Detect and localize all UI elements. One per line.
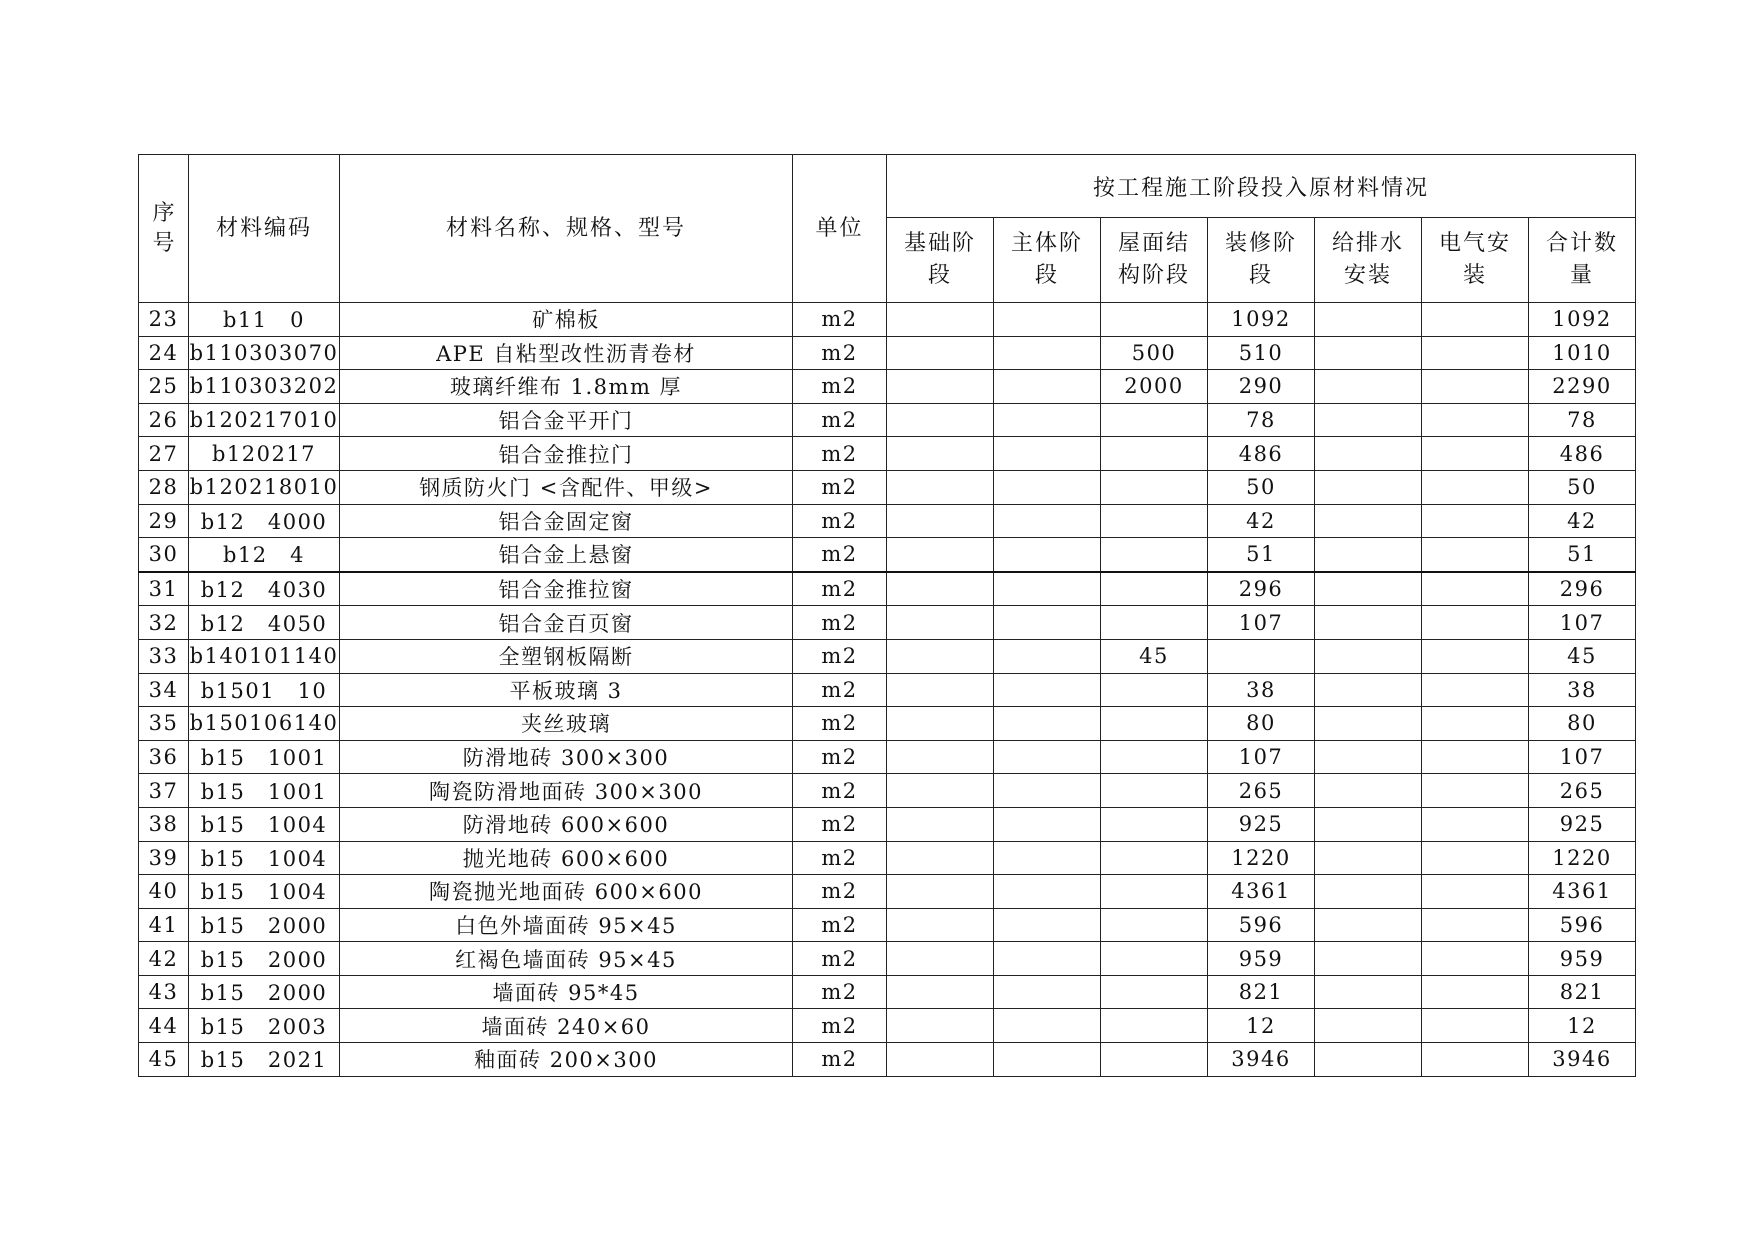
cell-roof: [1101, 841, 1208, 875]
cell-plumbing: [1315, 437, 1422, 471]
cell-main: [994, 470, 1101, 504]
table-row: [139, 1009, 1636, 1043]
cell-total: 80: [1529, 707, 1636, 741]
cell-plumbing: [1315, 403, 1422, 437]
cell-unit: m2: [793, 572, 887, 606]
cell-total: 1220: [1529, 841, 1636, 875]
cell-code: b150106140: [189, 707, 340, 741]
cell-main: [994, 572, 1101, 606]
cell-seq: 39: [139, 841, 189, 875]
cell-roof: [1101, 504, 1208, 538]
cell-plumbing: [1315, 1043, 1422, 1077]
cell-name: 陶瓷防滑地面砖 300×300: [340, 774, 793, 808]
cell-decoration: 12: [1208, 1009, 1315, 1043]
cell-name: 铝合金推拉门: [340, 437, 793, 471]
cell-roof: [1101, 774, 1208, 808]
cell-plumbing: [1315, 606, 1422, 640]
cell-name: 铝合金百页窗: [340, 606, 793, 640]
table-row: [139, 303, 1636, 337]
table-row: [139, 538, 1636, 572]
cell-seq: 24: [139, 336, 189, 370]
cell-main: [994, 606, 1101, 640]
cell-roof: [1101, 807, 1208, 841]
cell-electrical: [1422, 437, 1529, 471]
cell-plumbing: [1315, 673, 1422, 707]
cell-code: b11 0: [189, 303, 340, 337]
cell-foundation: [887, 470, 994, 504]
table-row: [139, 740, 1636, 774]
cell-roof: [1101, 538, 1208, 572]
cell-code: b15 2003: [189, 1009, 340, 1043]
cell-plumbing: [1315, 303, 1422, 337]
cell-unit: m2: [793, 437, 887, 471]
cell-code: b15 1004: [189, 841, 340, 875]
cell-roof: [1101, 707, 1208, 741]
cell-main: [994, 707, 1101, 741]
materials-table: [138, 154, 1636, 1077]
cell-main: [994, 774, 1101, 808]
cell-foundation: [887, 303, 994, 337]
cell-code: b15 2000: [189, 942, 340, 976]
cell-plumbing: [1315, 774, 1422, 808]
cell-total: 596: [1529, 908, 1636, 942]
cell-seq: 45: [139, 1043, 189, 1077]
cell-foundation: [887, 437, 994, 471]
cell-foundation: [887, 875, 994, 909]
cell-name: 墙面砖 95*45: [340, 975, 793, 1009]
cell-foundation: [887, 975, 994, 1009]
cell-main: [994, 841, 1101, 875]
cell-code: b15 2000: [189, 908, 340, 942]
header-seq: 序号: [139, 155, 189, 303]
cell-foundation: [887, 942, 994, 976]
cell-total: 107: [1529, 606, 1636, 640]
cell-seq: 36: [139, 740, 189, 774]
cell-foundation: [887, 774, 994, 808]
cell-total: 3946: [1529, 1043, 1636, 1077]
cell-seq: 25: [139, 370, 189, 404]
cell-unit: m2: [793, 639, 887, 673]
cell-decoration: 486: [1208, 437, 1315, 471]
cell-electrical: [1422, 470, 1529, 504]
table-row: [139, 1043, 1636, 1077]
cell-total: 78: [1529, 403, 1636, 437]
cell-unit: m2: [793, 707, 887, 741]
cell-seq: 42: [139, 942, 189, 976]
cell-foundation: [887, 707, 994, 741]
cell-roof: [1101, 470, 1208, 504]
cell-name: 抛光地砖 600×600: [340, 841, 793, 875]
cell-decoration: 596: [1208, 908, 1315, 942]
cell-main: [994, 975, 1101, 1009]
cell-seq: 33: [139, 639, 189, 673]
cell-code: b15 1001: [189, 774, 340, 808]
cell-seq: 31: [139, 572, 189, 606]
cell-name: 白色外墙面砖 95×45: [340, 908, 793, 942]
cell-plumbing: [1315, 740, 1422, 774]
header-stage-electrical: 电气安装: [1422, 218, 1529, 303]
table-row: [139, 774, 1636, 808]
cell-seq: 27: [139, 437, 189, 471]
cell-main: [994, 370, 1101, 404]
cell-unit: m2: [793, 774, 887, 808]
cell-electrical: [1422, 572, 1529, 606]
cell-total: 2290: [1529, 370, 1636, 404]
cell-roof: [1101, 606, 1208, 640]
cell-plumbing: [1315, 370, 1422, 404]
cell-unit: m2: [793, 336, 887, 370]
cell-main: [994, 437, 1101, 471]
cell-decoration: 510: [1208, 336, 1315, 370]
cell-main: [994, 538, 1101, 572]
cell-roof: [1101, 975, 1208, 1009]
cell-code: b120217010: [189, 403, 340, 437]
cell-decoration: 38: [1208, 673, 1315, 707]
cell-unit: m2: [793, 504, 887, 538]
cell-seq: 29: [139, 504, 189, 538]
cell-total: 51: [1529, 538, 1636, 572]
cell-unit: m2: [793, 975, 887, 1009]
cell-foundation: [887, 606, 994, 640]
table-row: [139, 336, 1636, 370]
cell-total: 107: [1529, 740, 1636, 774]
cell-total: 296: [1529, 572, 1636, 606]
table-row: [139, 470, 1636, 504]
cell-electrical: [1422, 807, 1529, 841]
cell-foundation: [887, 841, 994, 875]
cell-decoration: 290: [1208, 370, 1315, 404]
cell-seq: 32: [139, 606, 189, 640]
cell-seq: 44: [139, 1009, 189, 1043]
cell-main: [994, 740, 1101, 774]
cell-total: 12: [1529, 1009, 1636, 1043]
cell-code: b15 1004: [189, 807, 340, 841]
cell-unit: m2: [793, 606, 887, 640]
cell-seq: 41: [139, 908, 189, 942]
cell-seq: 34: [139, 673, 189, 707]
cell-main: [994, 336, 1101, 370]
cell-name: 墙面砖 240×60: [340, 1009, 793, 1043]
cell-electrical: [1422, 908, 1529, 942]
cell-unit: m2: [793, 1009, 887, 1043]
header-total: 合计数量: [1529, 218, 1636, 303]
table-row: [139, 639, 1636, 673]
cell-code: b110303070: [189, 336, 340, 370]
cell-foundation: [887, 740, 994, 774]
cell-decoration: 80: [1208, 707, 1315, 741]
cell-roof: [1101, 403, 1208, 437]
cell-seq: 35: [139, 707, 189, 741]
cell-name: 钢质防火门 <含配件、甲级>: [340, 470, 793, 504]
cell-roof: [1101, 942, 1208, 976]
table-row: [139, 572, 1636, 606]
cell-decoration: [1208, 639, 1315, 673]
cell-unit: m2: [793, 942, 887, 976]
cell-total: 265: [1529, 774, 1636, 808]
cell-main: [994, 504, 1101, 538]
cell-name: 全塑钢板隔断: [340, 639, 793, 673]
cell-unit: m2: [793, 470, 887, 504]
cell-electrical: [1422, 639, 1529, 673]
header-stage-roof: 屋面结构阶段: [1101, 218, 1208, 303]
header-stage-main: 主体阶段: [994, 218, 1101, 303]
cell-roof: [1101, 908, 1208, 942]
header-stage-group: 按工程施工阶段投入原材料情况: [887, 155, 1636, 218]
cell-foundation: [887, 403, 994, 437]
cell-foundation: [887, 370, 994, 404]
cell-decoration: 925: [1208, 807, 1315, 841]
cell-plumbing: [1315, 538, 1422, 572]
cell-code: b15 2000: [189, 975, 340, 1009]
table-row: [139, 707, 1636, 741]
cell-plumbing: [1315, 1009, 1422, 1043]
cell-electrical: [1422, 942, 1529, 976]
cell-foundation: [887, 1009, 994, 1043]
table-row: [139, 504, 1636, 538]
cell-electrical: [1422, 1009, 1529, 1043]
cell-total: 50: [1529, 470, 1636, 504]
cell-unit: m2: [793, 908, 887, 942]
cell-electrical: [1422, 1043, 1529, 1077]
cell-electrical: [1422, 504, 1529, 538]
cell-decoration: 296: [1208, 572, 1315, 606]
table-row: [139, 437, 1636, 471]
cell-code: b120218010: [189, 470, 340, 504]
cell-roof: [1101, 572, 1208, 606]
cell-code: b15 1004: [189, 875, 340, 909]
cell-name: 铝合金上悬窗: [340, 538, 793, 572]
cell-unit: m2: [793, 875, 887, 909]
cell-total: 1010: [1529, 336, 1636, 370]
cell-plumbing: [1315, 908, 1422, 942]
cell-seq: 28: [139, 470, 189, 504]
cell-decoration: 50: [1208, 470, 1315, 504]
cell-name: 矿棉板: [340, 303, 793, 337]
cell-foundation: [887, 908, 994, 942]
cell-code: b120217: [189, 437, 340, 471]
cell-plumbing: [1315, 707, 1422, 741]
cell-roof: [1101, 875, 1208, 909]
cell-seq: 40: [139, 875, 189, 909]
cell-electrical: [1422, 403, 1529, 437]
cell-roof: [1101, 740, 1208, 774]
cell-roof: [1101, 1009, 1208, 1043]
cell-total: 38: [1529, 673, 1636, 707]
cell-plumbing: [1315, 942, 1422, 976]
table-row: [139, 908, 1636, 942]
cell-name: APE 自粘型改性沥青卷材: [340, 336, 793, 370]
cell-electrical: [1422, 875, 1529, 909]
table-row: [139, 673, 1636, 707]
cell-electrical: [1422, 774, 1529, 808]
cell-unit: m2: [793, 303, 887, 337]
cell-plumbing: [1315, 639, 1422, 673]
cell-roof: 500: [1101, 336, 1208, 370]
cell-main: [994, 807, 1101, 841]
cell-code: b15 1001: [189, 740, 340, 774]
cell-electrical: [1422, 707, 1529, 741]
cell-main: [994, 303, 1101, 337]
cell-name: 玻璃纤维布 1.8mm 厚: [340, 370, 793, 404]
cell-unit: m2: [793, 807, 887, 841]
cell-code: b110303202: [189, 370, 340, 404]
cell-total: 486: [1529, 437, 1636, 471]
cell-code: b12 4050: [189, 606, 340, 640]
cell-plumbing: [1315, 975, 1422, 1009]
cell-total: 42: [1529, 504, 1636, 538]
cell-name: 铝合金推拉窗: [340, 572, 793, 606]
table-row: [139, 370, 1636, 404]
cell-plumbing: [1315, 336, 1422, 370]
cell-foundation: [887, 639, 994, 673]
cell-plumbing: [1315, 875, 1422, 909]
cell-electrical: [1422, 303, 1529, 337]
cell-code: b12 4: [189, 538, 340, 572]
cell-seq: 37: [139, 774, 189, 808]
cell-decoration: 107: [1208, 740, 1315, 774]
cell-code: b12 4030: [189, 572, 340, 606]
cell-main: [994, 942, 1101, 976]
cell-seq: 26: [139, 403, 189, 437]
cell-roof: [1101, 437, 1208, 471]
cell-roof: [1101, 1043, 1208, 1077]
cell-decoration: 265: [1208, 774, 1315, 808]
cell-foundation: [887, 336, 994, 370]
cell-name: 防滑地砖 600×600: [340, 807, 793, 841]
cell-code: b1501 10: [189, 673, 340, 707]
cell-electrical: [1422, 673, 1529, 707]
cell-electrical: [1422, 606, 1529, 640]
cell-decoration: 1220: [1208, 841, 1315, 875]
cell-main: [994, 673, 1101, 707]
cell-electrical: [1422, 841, 1529, 875]
cell-total: 959: [1529, 942, 1636, 976]
cell-foundation: [887, 538, 994, 572]
cell-decoration: 4361: [1208, 875, 1315, 909]
cell-main: [994, 875, 1101, 909]
cell-foundation: [887, 504, 994, 538]
cell-name: 红褐色墙面砖 95×45: [340, 942, 793, 976]
cell-seq: 43: [139, 975, 189, 1009]
cell-name: 陶瓷抛光地面砖 600×600: [340, 875, 793, 909]
cell-unit: m2: [793, 538, 887, 572]
cell-name: 铝合金固定窗: [340, 504, 793, 538]
header-stage-decoration: 装修阶段: [1208, 218, 1315, 303]
cell-total: 1092: [1529, 303, 1636, 337]
cell-plumbing: [1315, 807, 1422, 841]
cell-main: [994, 1009, 1101, 1043]
cell-total: 45: [1529, 639, 1636, 673]
cell-seq: 38: [139, 807, 189, 841]
header-stage-foundation: 基础阶段: [887, 218, 994, 303]
cell-foundation: [887, 572, 994, 606]
cell-name: 防滑地砖 300×300: [340, 740, 793, 774]
cell-main: [994, 908, 1101, 942]
cell-unit: m2: [793, 403, 887, 437]
cell-main: [994, 639, 1101, 673]
cell-foundation: [887, 673, 994, 707]
cell-name: 釉面砖 200×300: [340, 1043, 793, 1077]
cell-roof: 2000: [1101, 370, 1208, 404]
header-unit: 单位: [793, 155, 887, 303]
cell-seq: 30: [139, 538, 189, 572]
cell-unit: m2: [793, 673, 887, 707]
header-code: 材料编码: [189, 155, 340, 303]
cell-plumbing: [1315, 470, 1422, 504]
cell-code: b12 4000: [189, 504, 340, 538]
cell-unit: m2: [793, 841, 887, 875]
cell-electrical: [1422, 975, 1529, 1009]
cell-electrical: [1422, 538, 1529, 572]
cell-plumbing: [1315, 841, 1422, 875]
cell-roof: [1101, 303, 1208, 337]
table-body: [139, 303, 1636, 1077]
cell-name: 夹丝玻璃: [340, 707, 793, 741]
cell-name: 平板玻璃 3: [340, 673, 793, 707]
cell-plumbing: [1315, 504, 1422, 538]
cell-decoration: 42: [1208, 504, 1315, 538]
cell-roof: [1101, 673, 1208, 707]
cell-decoration: 959: [1208, 942, 1315, 976]
table-row: [139, 606, 1636, 640]
cell-code: b140101140: [189, 639, 340, 673]
table-row: [139, 942, 1636, 976]
cell-decoration: 78: [1208, 403, 1315, 437]
cell-decoration: 107: [1208, 606, 1315, 640]
cell-decoration: 51: [1208, 538, 1315, 572]
table-row: [139, 807, 1636, 841]
cell-total: 821: [1529, 975, 1636, 1009]
table-row: [139, 841, 1636, 875]
cell-main: [994, 1043, 1101, 1077]
table-row: [139, 403, 1636, 437]
cell-total: 925: [1529, 807, 1636, 841]
cell-unit: m2: [793, 1043, 887, 1077]
cell-electrical: [1422, 336, 1529, 370]
cell-foundation: [887, 807, 994, 841]
table-row: [139, 875, 1636, 909]
cell-plumbing: [1315, 572, 1422, 606]
cell-foundation: [887, 1043, 994, 1077]
cell-code: b15 2021: [189, 1043, 340, 1077]
cell-unit: m2: [793, 740, 887, 774]
cell-electrical: [1422, 370, 1529, 404]
cell-decoration: 3946: [1208, 1043, 1315, 1077]
cell-decoration: 821: [1208, 975, 1315, 1009]
table-row: [139, 975, 1636, 1009]
header-name: 材料名称、规格、型号: [340, 155, 793, 303]
cell-electrical: [1422, 740, 1529, 774]
cell-total: 4361: [1529, 875, 1636, 909]
cell-main: [994, 403, 1101, 437]
cell-roof: 45: [1101, 639, 1208, 673]
header-stage-plumbing: 给排水安装: [1315, 218, 1422, 303]
cell-seq: 23: [139, 303, 189, 337]
cell-unit: m2: [793, 370, 887, 404]
cell-name: 铝合金平开门: [340, 403, 793, 437]
cell-decoration: 1092: [1208, 303, 1315, 337]
